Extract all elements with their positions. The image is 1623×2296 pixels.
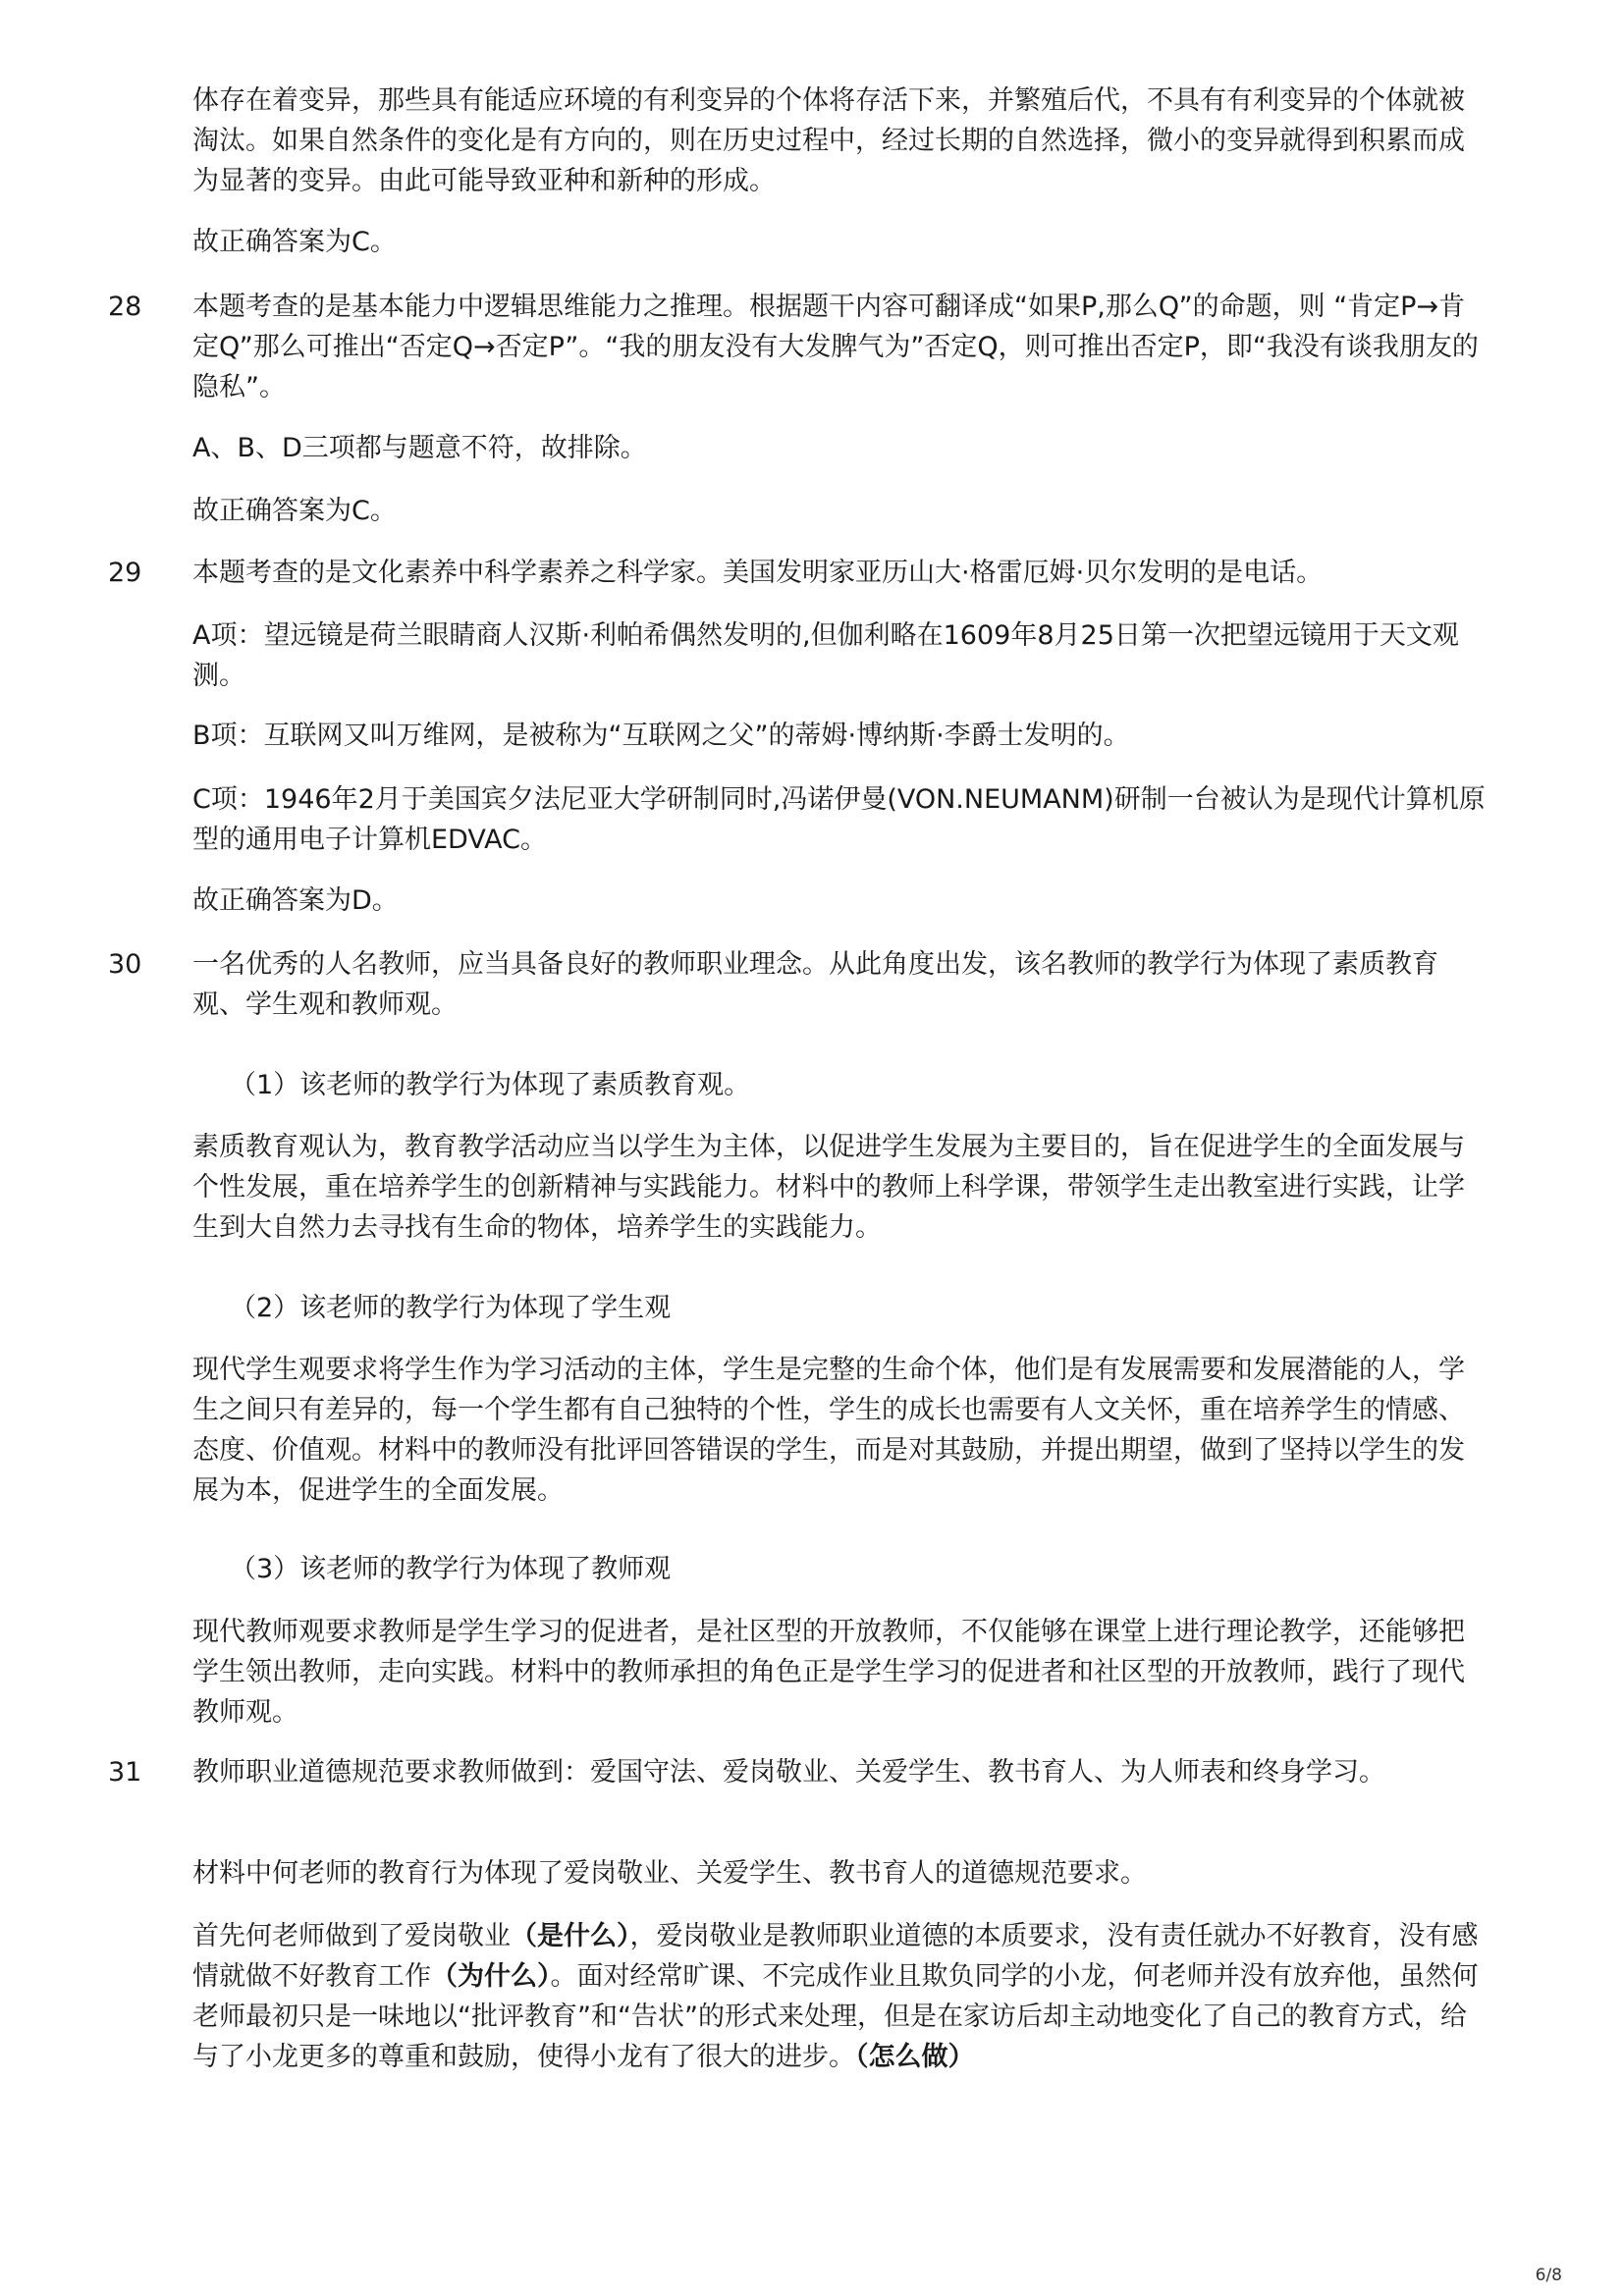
intro-answer: 故正确答案为C。 xyxy=(192,227,397,257)
q29-option-c: C项：1946年2月于美国宾夕法尼亚大学研制同时,冯诺伊曼(VON.NEUMANM)研制一台被认为是现代计算机原型的通用电子计算机EDVAC。 xyxy=(192,784,1486,855)
q31-paragraph-1: 教师职业道德规范要求教师做到：爱国守法、爱岗敬业、关爱学生、教书育人、为人师表和终身学习。 xyxy=(192,1757,1385,1788)
q31-what-label: （是什么） xyxy=(511,1921,630,1951)
q31-paragraph-3 xyxy=(192,1916,1488,2077)
q29-paragraph-1: 本题考查的是文化素养中科学素养之科学家。美国发明家亚历山大·格雷厄姆·贝尔发明的是电话。 xyxy=(192,558,1324,588)
q29-answer: 故正确答案为D。 xyxy=(192,885,399,916)
q30-paragraph-1: 一名优秀的人名教师，应当具备良好的教师职业理念。从此角度出发，该名教师的教学行为体现了素质教育观、学生观和教师观。 xyxy=(192,949,1438,1020)
q31-how-label: （怎么做） xyxy=(855,2042,975,2072)
intro-paragraph: 体存在着变异，那些具有能适应环境的有利变异的个体将存活下来，并繁殖后代，不具有有利变异的个体就被淘汰。如果自然条件的变化是有方向的，则在历史过程中，经过长期的自然选择，微小的变异就得到积累而成为显著的变异。由此可能导致亚种和新种的形成。 xyxy=(192,85,1465,196)
q30-heading-3: （3）该老师的教学行为体现了教师观 xyxy=(230,1554,672,1584)
q28-answer: 故正确答案为C。 xyxy=(192,496,397,526)
question-number-30: 30 xyxy=(108,949,142,980)
q31-why-label: （为什么） xyxy=(431,1961,551,1992)
q30-text-1: 素质教育观认为，教育教学活动应当以学生为主体，以促进学生发展为主要目的，旨在促进学生的全面发展与个性发展，重在培养学生的创新精神与实践能力。材料中的教师上科学课，带领学生走出教室进行实践，让学生到大自然力去寻找有生命的物体，培养学生的实践能力。 xyxy=(192,1132,1465,1243)
q30-heading-2: （2）该老师的教学行为体现了学生观 xyxy=(230,1293,672,1323)
q31-p3-part-e: 。面对经常旷课、不完成作业且欺负同学的小龙，何老师并没有放弃他，虽然何老师最初只是一味地以“批评教育”和“告状”的形式来处理，但是在家访后却主动地变化了自己的教育方式，给与了小龙更多的尊重和鼓励，使得小龙有了很大的进步。 xyxy=(192,1961,1479,2072)
q31-paragraph-2: 材料中何老师的教育行为体现了爱岗敬业、关爱学生、教书育人的道德规范要求。 xyxy=(192,1858,1147,1889)
q29-option-b: B项：互联网又叫万维网，是被称为“互联网之父”的蒂姆·博纳斯·李爵士发明的。 xyxy=(192,721,1130,751)
question-number-31: 31 xyxy=(108,1757,142,1788)
q30-heading-1: （1）该老师的教学行为体现了素质教育观。 xyxy=(230,1070,751,1100)
question-number-28: 28 xyxy=(108,292,142,322)
q30-text-3: 现代教师观要求教师是学生学习的促进者，是社区型的开放教师，不仅能够在课堂上进行理论教学，还能够把学生领出教师，走向实践。材料中的教师承担的角色正是学生学习的促进者和社区型的开放教师，践行了现代教师观。 xyxy=(192,1617,1465,1728)
q29-option-a: A项：望远镜是荷兰眼睛商人汉斯·利帕希偶然发明的,但伽利略在1609年8月25日第一次把望远镜用于天文观测。 xyxy=(192,620,1459,691)
q30-text-2: 现代学生观要求将学生作为学习活动的主体，学生是完整的生命个体，他们是有发展需要和发展潜能的人，学生之间只有差异的，每一个学生都有自己独特的个性，学生的成长也需要有人文关怀，重在培养学生的情感、态度、价值观。材料中的教师没有批评回答错误的学生，而是对其鼓励，并提出期望，做到了坚持以学生的发展为本，促进学生的全面发展。 xyxy=(192,1355,1465,1506)
question-number-29: 29 xyxy=(108,558,142,588)
q28-paragraph-2: A、B、D三项都与题意不符，故排除。 xyxy=(192,433,647,463)
q31-p3-part-c: ，爱岗敬业是教师职业道德的本质要求，没有责任就办不好教育，没有感情就做不好教育工作 xyxy=(192,1921,1479,1992)
q28-paragraph-1: 本题考查的是基本能力中逻辑思维能力之推理。根据题干内容可翻译成“如果P,那么Q”的命题，则 “肯定P→肯定Q”那么可推出“否定Q→否定P”。“我的朋友没有大发脾气为”否定Q，则可推出否定P，即“我没有谈我朋友的隐私”。 xyxy=(192,292,1479,402)
q31-p3-part-a: 首先何老师做到了爱岗敬业 xyxy=(192,1921,511,1951)
page-number: 6/8 xyxy=(1535,2266,1562,2285)
